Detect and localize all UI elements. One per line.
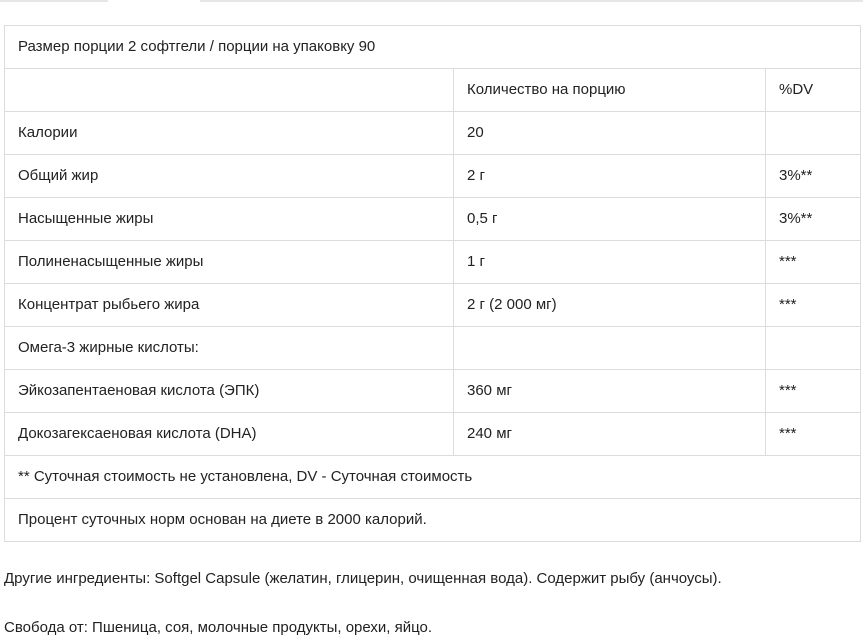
nutrient-amount xyxy=(454,327,766,370)
table-row xyxy=(5,284,861,327)
nutrient-dv: 3%** xyxy=(766,198,861,241)
nutrient-amount: 1 г xyxy=(454,241,766,284)
other-ingredients-text: Другие ингредиенты: Softgel Capsule (желатин, глицерин, очищенная вода). Содержит рыбу (анчоусы). xyxy=(4,570,722,587)
serving-size-text: Размер порции 2 софтгели / порции на упаковку 90 xyxy=(5,26,861,69)
table-row xyxy=(5,155,861,198)
nutrient-amount: 240 мг xyxy=(454,413,766,456)
nutrient-amount: 20 xyxy=(454,112,766,155)
header-dv: %DV xyxy=(766,69,861,112)
nutrient-name: Полиненасыщенные жиры xyxy=(5,241,454,284)
nutrient-dv xyxy=(766,327,861,370)
nutrient-dv xyxy=(766,112,861,155)
nutrient-dv: *** xyxy=(766,241,861,284)
nutrient-amount: 2 г (2 000 мг) xyxy=(454,284,766,327)
nutrient-amount: 2 г xyxy=(454,155,766,198)
table-row xyxy=(5,112,861,155)
nutrient-dv: *** xyxy=(766,284,861,327)
nutrient-dv: *** xyxy=(766,413,861,456)
table-row xyxy=(5,198,861,241)
table-row xyxy=(5,241,861,284)
nutrient-amount: 360 мг xyxy=(454,370,766,413)
table-row xyxy=(5,413,861,456)
tab-underline xyxy=(200,0,863,2)
footnote-dv: ** Суточная стоимость не установлена, DV - Суточная стоимость xyxy=(5,456,861,499)
nutrient-name: Докозагексаеновая кислота (DHA) xyxy=(5,413,454,456)
nutrient-name: Концентрат рыбьего жира xyxy=(5,284,454,327)
tab-underline xyxy=(0,0,108,2)
nutrient-dv: 3%** xyxy=(766,155,861,198)
table-header-row xyxy=(5,69,861,112)
nutrient-dv: *** xyxy=(766,370,861,413)
free-from-text: Свобода от: Пшеница, соя, молочные продукты, орехи, яйцо. xyxy=(4,619,433,636)
nutrient-name: Насыщенные жиры xyxy=(5,198,454,241)
footnote-row xyxy=(5,499,861,542)
footnote-row xyxy=(5,456,861,499)
header-amount: Количество на порцию xyxy=(454,69,766,112)
nutrient-name: Общий жир xyxy=(5,155,454,198)
table-row xyxy=(5,327,861,370)
nutrient-name: Омега-3 жирные кислоты: xyxy=(5,327,454,370)
header-empty-cell xyxy=(5,69,454,112)
supplement-facts-table xyxy=(4,25,861,542)
nutrient-amount: 0,5 г xyxy=(454,198,766,241)
nutrient-name: Калории xyxy=(5,112,454,155)
serving-size-row xyxy=(5,26,861,69)
top-tab-divider xyxy=(0,0,863,4)
footnote-diet: Процент суточных норм основан на диете в 2000 калорий. xyxy=(5,499,861,542)
nutrient-name: Эйкозапентаеновая кислота (ЭПК) xyxy=(5,370,454,413)
table-row xyxy=(5,370,861,413)
